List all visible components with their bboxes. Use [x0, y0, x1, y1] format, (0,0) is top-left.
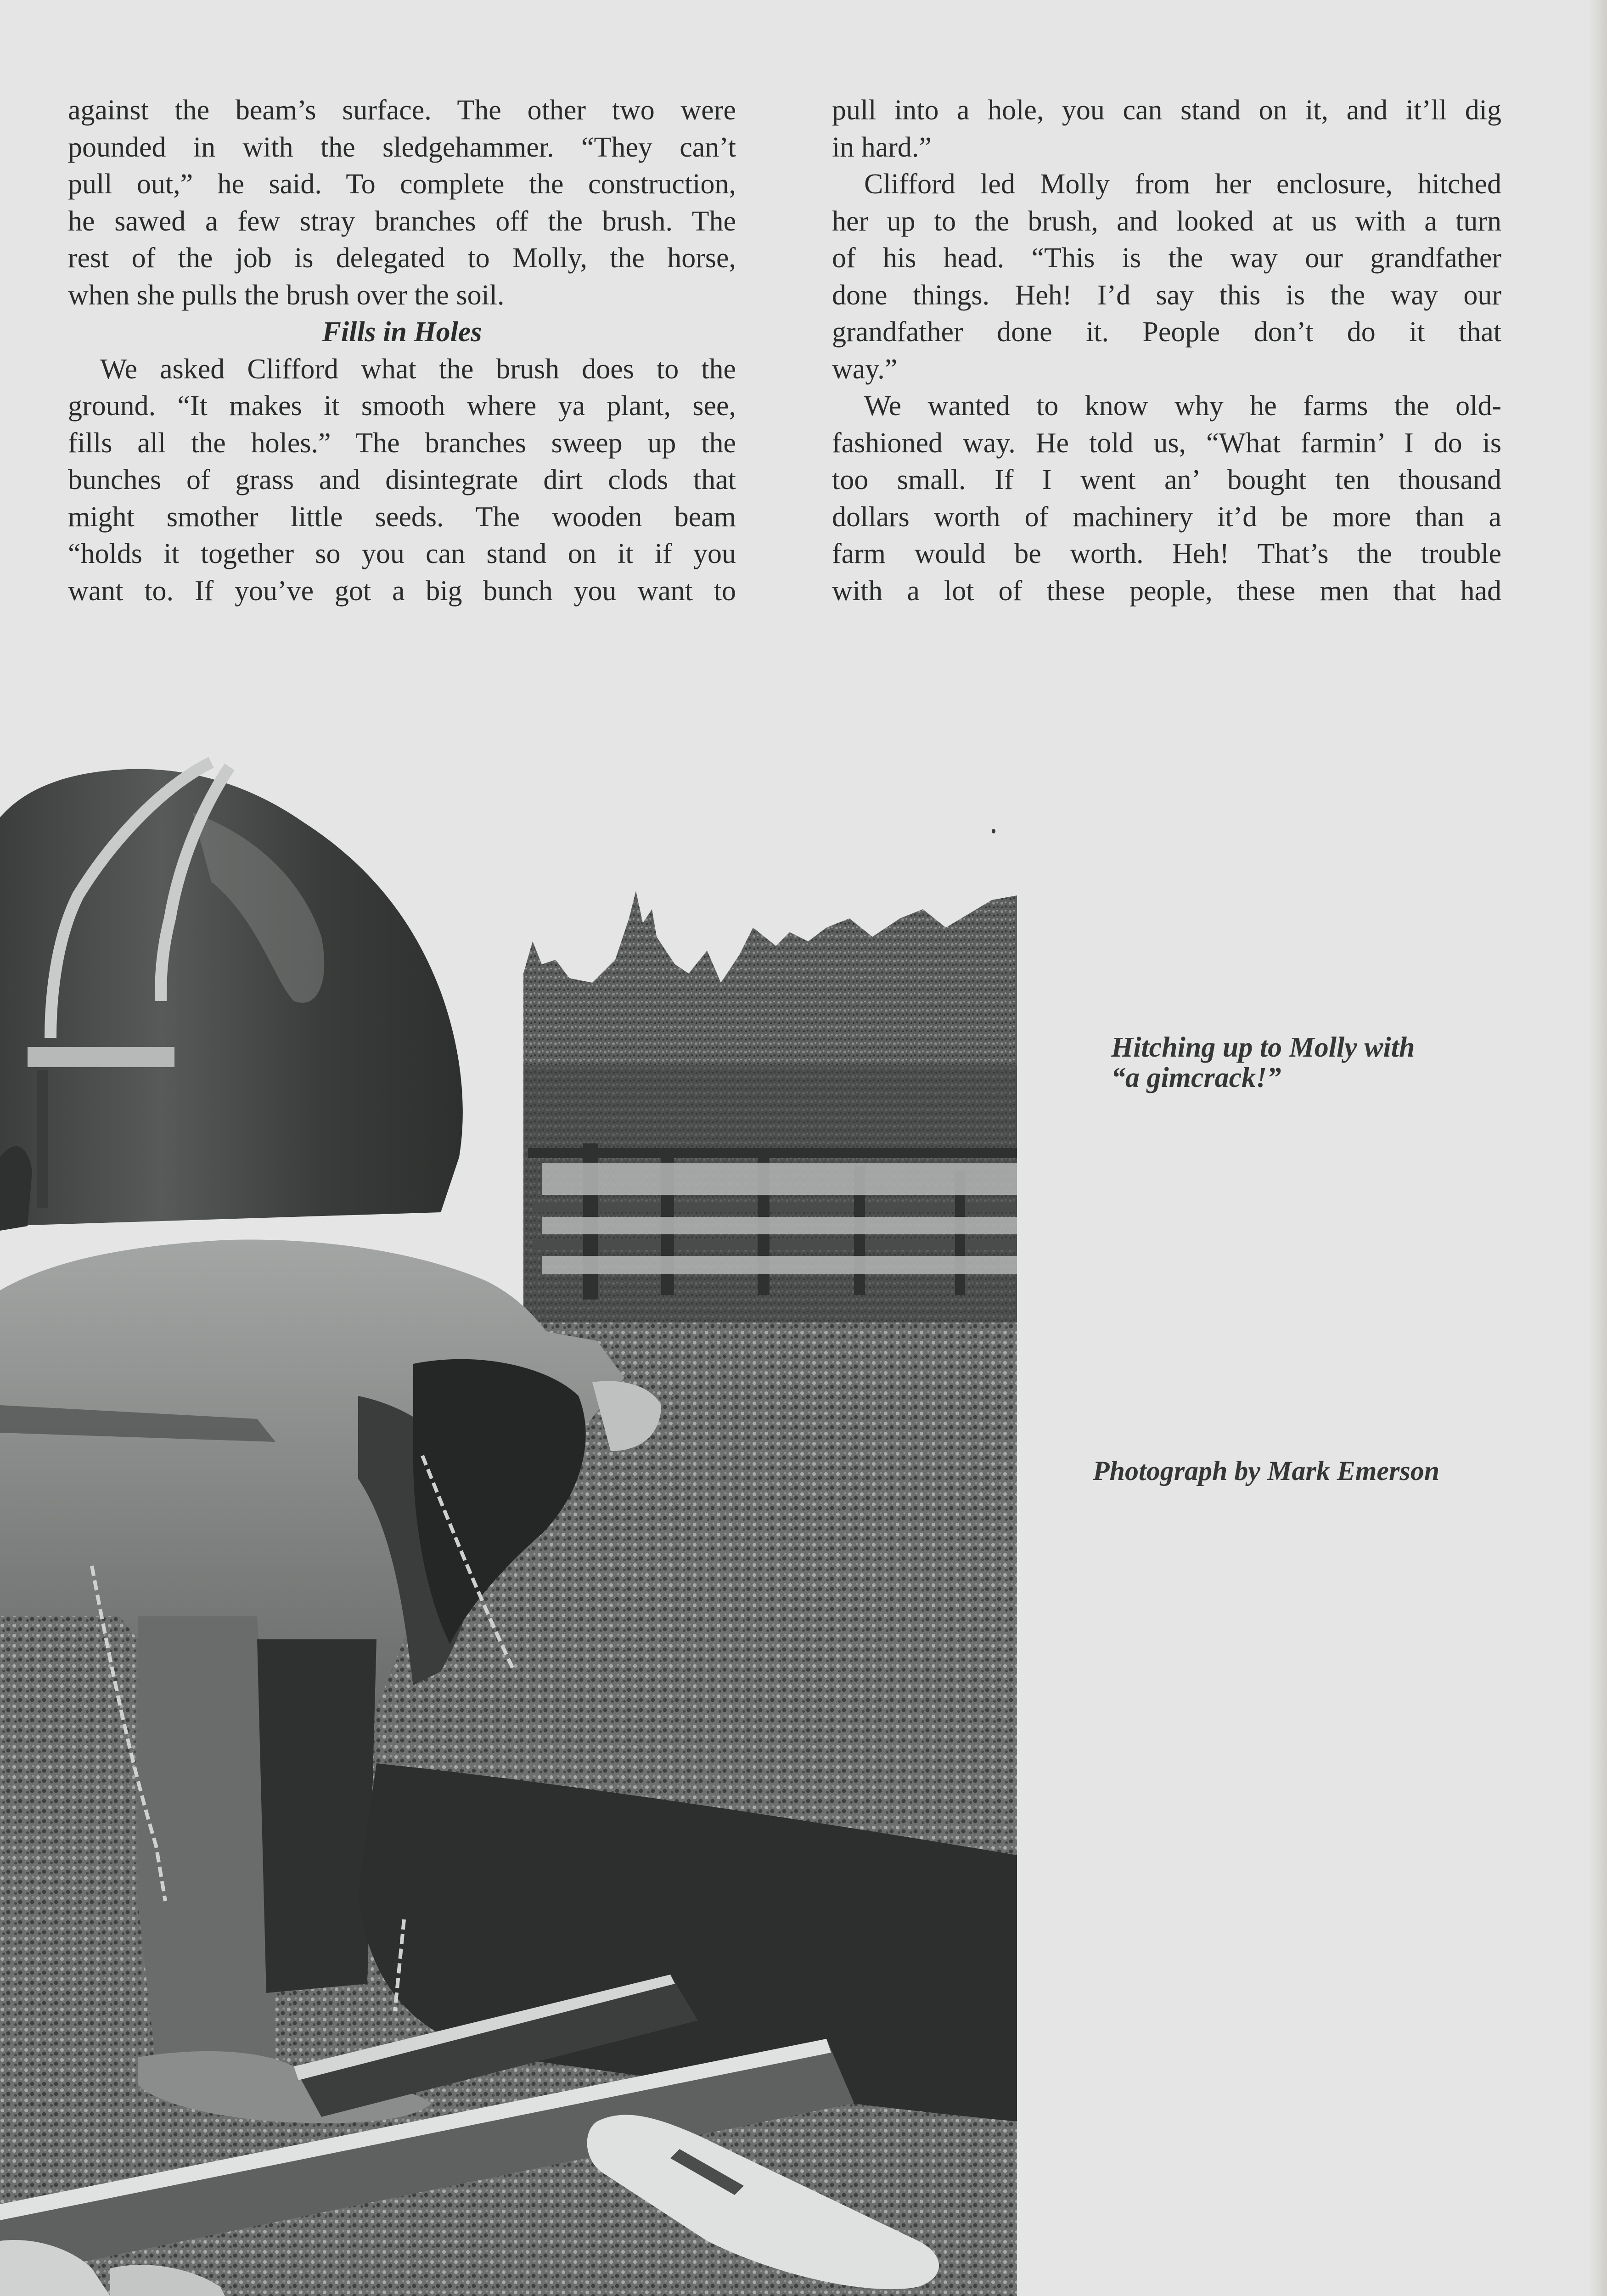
text-line: when she pulls the brush over the soil.	[68, 279, 505, 311]
print-speck	[992, 829, 995, 833]
text-line: ground. “It makes it smooth where ya plant, see,	[68, 390, 736, 422]
text-line: in hard.”	[832, 131, 932, 163]
caption-line: “a gimcrack!”	[1111, 1062, 1281, 1093]
text-line: want to. If you’ve got a big bunch you want to	[68, 575, 736, 607]
text-line: against the beam’s surface. The other two were	[68, 95, 736, 126]
text-line: farm would be worth. Heh! That’s the trouble	[832, 538, 1501, 569]
text-line: We asked Clifford what the brush does to the	[100, 353, 736, 385]
text-line: too small. If I went an’ bought ten thousand	[832, 464, 1501, 495]
right-text-column	[832, 92, 1501, 609]
photo-credit: Photograph by Mark Emerson	[1093, 1456, 1440, 1486]
text-line: pull out,” he said. To complete the construction,	[68, 169, 736, 200]
text-line: way.”	[832, 353, 898, 385]
text-line: of his head. “This is the way our grandfather	[832, 242, 1501, 274]
text-line: We wanted to know why he farms the old-	[864, 390, 1501, 422]
text-line: he sawed a few stray branches off the brush. The	[68, 205, 736, 237]
text-line: dollars worth of machinery it’d be more than a	[832, 501, 1501, 533]
section-subheading: Fills in Holes	[322, 316, 482, 348]
text-line: “holds it together so you can stand on it if you	[68, 538, 736, 569]
text-line: with a lot of these people, these men that had	[832, 575, 1501, 607]
text-line: might smother little seeds. The wooden beam	[68, 501, 736, 533]
text-line: done things. Heh! I’d say this is the way our	[832, 279, 1501, 311]
photograph-horse-and-farmer	[0, 744, 1017, 2296]
text-line: rest of the job is delegated to Molly, the horse,	[68, 242, 736, 274]
text-line: fashioned way. He told us, “What farmin’ I do is	[832, 427, 1501, 459]
text-line: bunches of grass and disintegrate dirt clods that	[68, 464, 736, 495]
text-line: fills all the holes.” The branches sweep up the	[68, 427, 736, 459]
left-text-column	[68, 92, 736, 609]
text-line: grandfather done it. People don’t do it that	[832, 316, 1501, 348]
text-line: pull into a hole, you can stand on it, and it’ll dig	[832, 95, 1501, 126]
photo-caption	[1111, 1032, 1415, 1093]
caption-line: Hitching up to Molly with	[1111, 1032, 1415, 1063]
text-line: her up to the brush, and looked at us with a turn	[832, 205, 1501, 237]
page-edge-shadow	[1589, 0, 1607, 2296]
text-line: Clifford led Molly from her enclosure, hitched	[864, 169, 1501, 200]
text-line: pounded in with the sledgehammer. “They can’t	[68, 131, 736, 163]
